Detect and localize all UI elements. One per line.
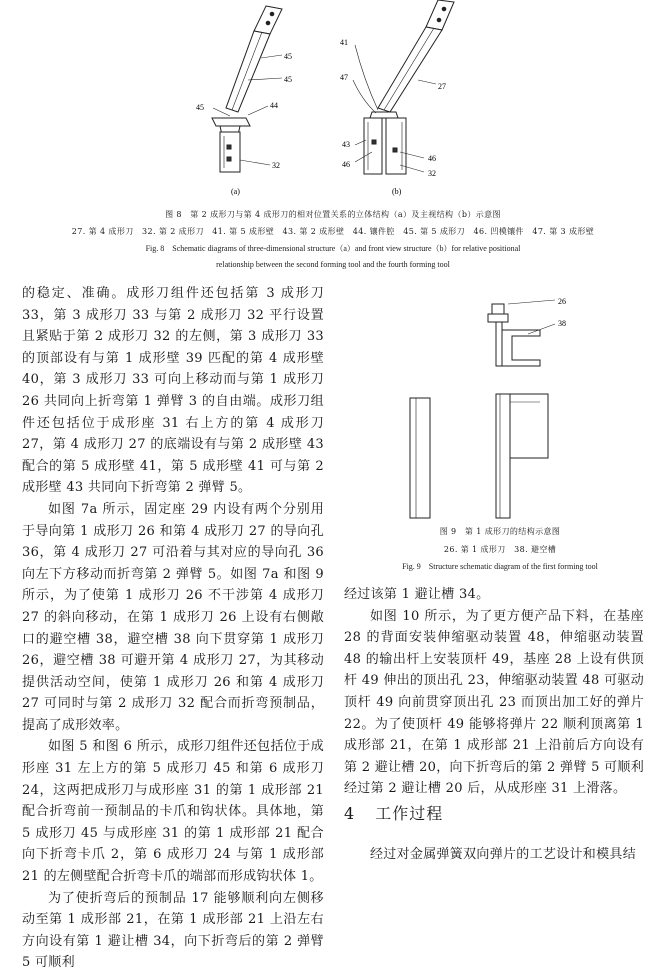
paragraph: 如图 10 所示，为了更方便产品下料，在基座 28 的背面安装伸缩驱动装置 48，伸缩驱动装置 48 的输出杆上安装顶杆 49，基座 28 上设有供顶杆 49 伸出的顶出孔 23，伸缩驱动装置 48 可驱动顶杆 49 向前贯穿顶出孔 23 而顶出加工好的弹片 22。为了使顶杆 49 能够将弹片 22 顺利顶离第 1 成形部 21，在第 1 成形部 21 上沿前后方向设有第 2 避让槽 20，向下折弯后的第 2 弹臂 5 可顺利经过第 2 避让槽 20 后，从成形座 31 上滑落。 (344, 608, 644, 797)
section-title: 工作过程 (375, 804, 444, 823)
fig9-label: 26 (558, 297, 566, 306)
paragraph: 如图 5 和图 6 所示，成形刀组件还包括位于成形座 31 左上方的第 5 成形刀 45 和第 6 成形刀 24，这两把成形刀与成形座 31 的第 1 成形部 21 配合折弯前一预制品的卡爪和钩状体。具体地，第 5 成形刀 45 与成形座 31 的第 1 成形部 21 配合向下折弯卡爪 2，第 6 成形刀 24 与第 1 成形部 21 的左侧壁配合折弯卡爪的端部而形成钩状体 1。 (22, 739, 324, 885)
right-column (344, 584, 644, 800)
fig8b-sublabel: (b) (392, 187, 402, 196)
fig8-caption-cn: 图 8 第 2 成形刀与第 4 成形刀的相对位置关系的立体结构（a）及主视结构（b）示意图 (165, 210, 501, 219)
section-number: 4 (344, 804, 356, 823)
fig9-drawing (410, 300, 555, 518)
paragraph: 经过该第 1 避让槽 34。 (344, 587, 490, 602)
paragraph: 的稳定、准确。成形刀组件还包括第 3 成形刀 33，第 3 成形刀 33 与第 2 成形刀 32 平行设置且紧贴于第 2 成形刀 32 的左侧，第 3 成形刀 33 的顶部设有与第 1 成形壁 39 匹配的第 4 成形壁 40，第 3 成形刀 33 可向上移动而与第 1 成形刀 26 共同向上折弯第 1 弹臂 3 的自由端。成形刀组件还包括位于成形座 31 右上方的第 4 成形刀 27，第 4 成形刀 27 的底端设有与第 2 成形壁 43 配合的第 5 成形壁 41，第 5 成形壁 41 可与第 2 成形壁 43 共同向下折弯第 2 弹臂 5。 (22, 286, 324, 496)
section-heading (344, 801, 443, 824)
fig8a-label: 32 (272, 161, 280, 170)
fig9-label: 38 (558, 319, 566, 328)
paragraph: 为了使折弯后的预制品 17 能够顺利向左侧移动至第 1 成形部 21，在第 1 成形部 21 上沿左右方向设有第 1 避让槽 34，向下折弯后的第 2 弹臂 5 可顺利 (22, 890, 324, 971)
fig8b-label: 46 (342, 160, 350, 169)
fig9-caption-cn: 图 9 第 1 成形刀的结构示意图 (439, 527, 561, 536)
fig8a-label: 45 (284, 52, 292, 61)
left-column (22, 283, 324, 974)
figure-9 (400, 290, 600, 520)
right-column-tail (344, 844, 644, 866)
paragraph: 经过对金属弹簧双向弹片的工艺设计和模具结 (370, 847, 637, 862)
paragraph: 如图 7a 所示，固定座 29 内设有两个分别用于导向第 1 成形刀 26 和第 4 成形刀 27 的导向孔 36，第 4 成形刀 27 可沿着与其对应的导向孔 36 向左下方移动而折弯第 2 弹臂 5。如图 7a 和图 9 所示，为了使第 1 成形刀 26 不干涉第 4 成形刀 27 的斜向移动，在第 1 成形刀 26 上设有右侧敞口的避空槽 38，避空槽 38 向下贯穿第 1 成形刀 26，避空槽 38 可避开第 4 成形刀 27，为其移动提供活动空间，使第 1 成形刀 26 和第 4 成形刀 27 可同时与第 2 成形刀 32 配合而折弯预制品，提高了成形效率。 (22, 501, 324, 733)
fig8a-label: 44 (270, 101, 278, 110)
fig8a-sublabel: (a) (231, 187, 240, 196)
fig8b-label: 46 (428, 154, 436, 163)
fig8b-label: 47 (340, 73, 348, 82)
fig8b-label: 41 (340, 38, 348, 47)
fig8-caption-en: Fig. 8 Schematic diagrams of three-dimensional structure（a）and front view structure（b）for relative positional (145, 244, 521, 253)
fig8b-label: 43 (342, 140, 350, 149)
fig8a-label: 45 (196, 103, 204, 112)
fig9-legend-cn: 26. 第 1 成形刀 38. 避空槽 (443, 545, 557, 554)
fig8-caption-en-cont: relationship between the second forming tool and the fourth forming tool (216, 260, 450, 269)
fig8a-drawing (212, 6, 282, 172)
figure-8 (150, 0, 520, 200)
fig8a-label: 45 (284, 75, 292, 84)
fig9-caption-en: Fig. 9 Structure schematic diagram of the first forming tool (402, 562, 598, 571)
fig8-legend-cn: 27. 第 4 成形刀 32. 第 2 成形刀 41. 第 5 成形壁 43. 第 2 成形壁 44. 镶件腔 45. 第 5 成形刀 46. 凹模镶件 47. 第 3 成形壁 (71, 227, 595, 236)
fig8b-label: 27 (438, 82, 446, 91)
fig8b-label: 32 (428, 169, 436, 178)
